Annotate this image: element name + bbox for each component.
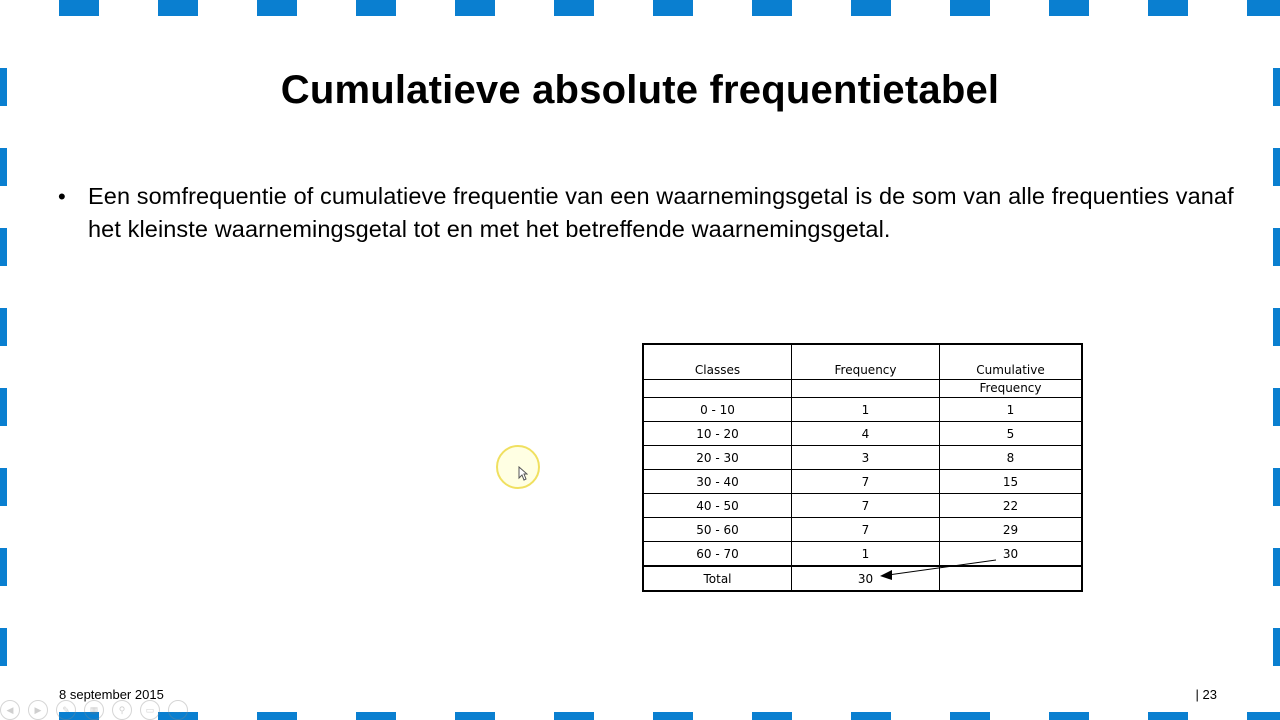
cell-cumulative: 30 [940, 542, 1083, 567]
cell-frequency: 7 [792, 518, 940, 542]
header-classes [643, 344, 792, 398]
more-icon[interactable]: … [168, 700, 188, 720]
table-row [643, 422, 1082, 446]
header-cumulative [940, 344, 1083, 398]
cell-cumulative: 29 [940, 518, 1083, 542]
slide-border-bottom [0, 712, 1280, 720]
cell-cumulative: 8 [940, 446, 1083, 470]
table-row [643, 542, 1082, 567]
cell-cumulative: 5 [940, 422, 1083, 446]
table-row [643, 398, 1082, 422]
cell-total-label: Total [643, 566, 792, 591]
header-frequency-subcell [792, 379, 939, 397]
table-row [643, 446, 1082, 470]
slides-icon[interactable]: ▦ [84, 700, 104, 720]
table-row [643, 494, 1082, 518]
cell-class: 0 - 10 [643, 398, 792, 422]
cell-frequency: 1 [792, 542, 940, 567]
cell-frequency: 3 [792, 446, 940, 470]
cell-class: 40 - 50 [643, 494, 792, 518]
cursor-icon [518, 466, 528, 482]
page-number: | 23 [1195, 687, 1217, 702]
slide-title: Cumulatieve absolute frequentietabel [280, 68, 1000, 112]
cell-frequency: 7 [792, 470, 940, 494]
slide-border-left [0, 68, 7, 708]
cell-total-cumulative [940, 566, 1083, 591]
table-header-row [643, 344, 1082, 398]
cell-frequency: 1 [792, 398, 940, 422]
slide-border-right [1273, 68, 1280, 708]
cell-class: 30 - 40 [643, 470, 792, 494]
header-cumulative-line2: Frequency [940, 379, 1081, 397]
cell-cumulative: 22 [940, 494, 1083, 518]
cell-cumulative: 15 [940, 470, 1083, 494]
cell-class: 20 - 30 [643, 446, 792, 470]
screen-icon[interactable]: ▭ [140, 700, 160, 720]
footer-date: 8 september 2015 [59, 687, 164, 702]
bullet-symbol: • [58, 184, 66, 209]
previous-icon[interactable]: ◀ [0, 700, 20, 720]
bullet-text: Een somfrequentie of cumulatieve frequentie van een waarnemingsgetal is de som van alle frequenties vanaf het kleinste waarnemingsgetal tot en met het betreffende waarnemingsgetal. [88, 183, 1234, 242]
zoom-icon[interactable]: ⚲ [112, 700, 132, 720]
header-classes-subcell [644, 379, 791, 397]
table-row [643, 470, 1082, 494]
cell-class: 10 - 20 [643, 422, 792, 446]
header-cumulative-line1: Cumulative [976, 363, 1045, 377]
header-frequency [792, 344, 940, 398]
pen-icon[interactable]: ✎ [56, 700, 76, 720]
header-classes-label: Classes [694, 363, 741, 377]
next-icon[interactable]: ▶ [28, 700, 48, 720]
frequency-table [642, 343, 1083, 592]
cell-cumulative: 1 [940, 398, 1083, 422]
cell-total-frequency: 30 [792, 566, 940, 591]
presentation-controls [0, 700, 188, 720]
cell-class: 50 - 60 [643, 518, 792, 542]
cell-frequency: 7 [792, 494, 940, 518]
bullet-item [58, 180, 1238, 246]
table-total-row [643, 566, 1082, 591]
table-row [643, 518, 1082, 542]
slide-border-top [0, 0, 1280, 16]
cell-frequency: 4 [792, 422, 940, 446]
cell-class: 60 - 70 [643, 542, 792, 567]
header-frequency-label: Frequency [834, 363, 897, 377]
